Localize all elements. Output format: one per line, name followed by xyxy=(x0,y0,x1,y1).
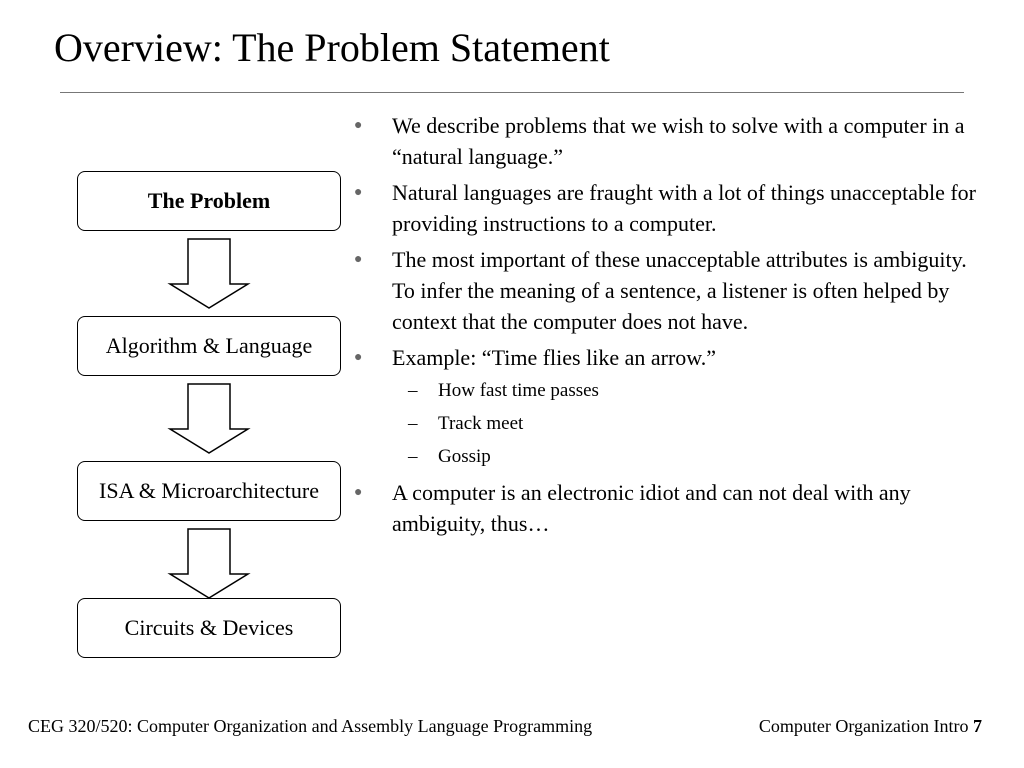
abstraction-diagram xyxy=(0,0,363,700)
bullet-text: We describe problems that we wish to solve with a computer in a “natural language.” xyxy=(392,113,965,169)
list-item xyxy=(352,342,984,373)
dash-icon: – xyxy=(408,413,418,434)
box-circuits-devices: Circuits & Devices xyxy=(77,598,341,658)
dash-icon: – xyxy=(408,446,418,467)
bullet-text: A computer is an electronic idiot and can not deal with any ambiguity, thus… xyxy=(392,480,911,536)
bullet-dot-icon: ● xyxy=(354,185,363,200)
bullet-dot-icon: ● xyxy=(354,485,363,500)
bullet-text: Example: “Time flies like an arrow.” xyxy=(392,345,716,370)
footer-section: Computer Organization Intro xyxy=(758,716,969,736)
sub-list-item xyxy=(352,444,984,470)
bullet-list xyxy=(352,110,984,544)
dash-icon: – xyxy=(408,380,418,401)
box-the-problem: The Problem xyxy=(77,171,341,231)
list-item xyxy=(352,244,984,337)
footer-page-info xyxy=(759,716,982,737)
bullet-text: Natural languages are fraught with a lot of things unacceptable for providing instructions to a computer. xyxy=(392,180,976,236)
down-arrow-icon xyxy=(167,528,251,600)
sub-list-item xyxy=(352,411,984,437)
sub-bullet-text: Gossip xyxy=(438,446,491,467)
box-algorithm-language: Algorithm & Language xyxy=(77,316,341,376)
list-item xyxy=(352,177,984,239)
bullet-text: The most important of these unacceptable attributes is ambiguity. To infer the meaning of a sentence, a listener is often helped by context that the computer does not have. xyxy=(392,247,967,334)
list-item xyxy=(352,110,984,172)
sub-bullet-text: Track meet xyxy=(438,413,524,434)
down-arrow-icon xyxy=(167,238,251,310)
bullet-dot-icon: ● xyxy=(354,350,363,365)
footer-course: CEG 320/520: Computer Organization and Assembly Language Programming xyxy=(28,716,593,736)
bullet-dot-icon: ● xyxy=(354,252,363,267)
page-number: 7 xyxy=(973,716,982,736)
list-item xyxy=(352,477,984,539)
box-isa-microarchitecture: ISA & Microarchitecture xyxy=(77,461,341,521)
down-arrow-icon xyxy=(167,383,251,455)
slide-title: Overview: The Problem Statement xyxy=(54,25,610,70)
bullet-dot-icon: ● xyxy=(354,118,363,133)
sub-list-item xyxy=(352,378,984,404)
sub-bullet-text: How fast time passes xyxy=(438,380,599,401)
